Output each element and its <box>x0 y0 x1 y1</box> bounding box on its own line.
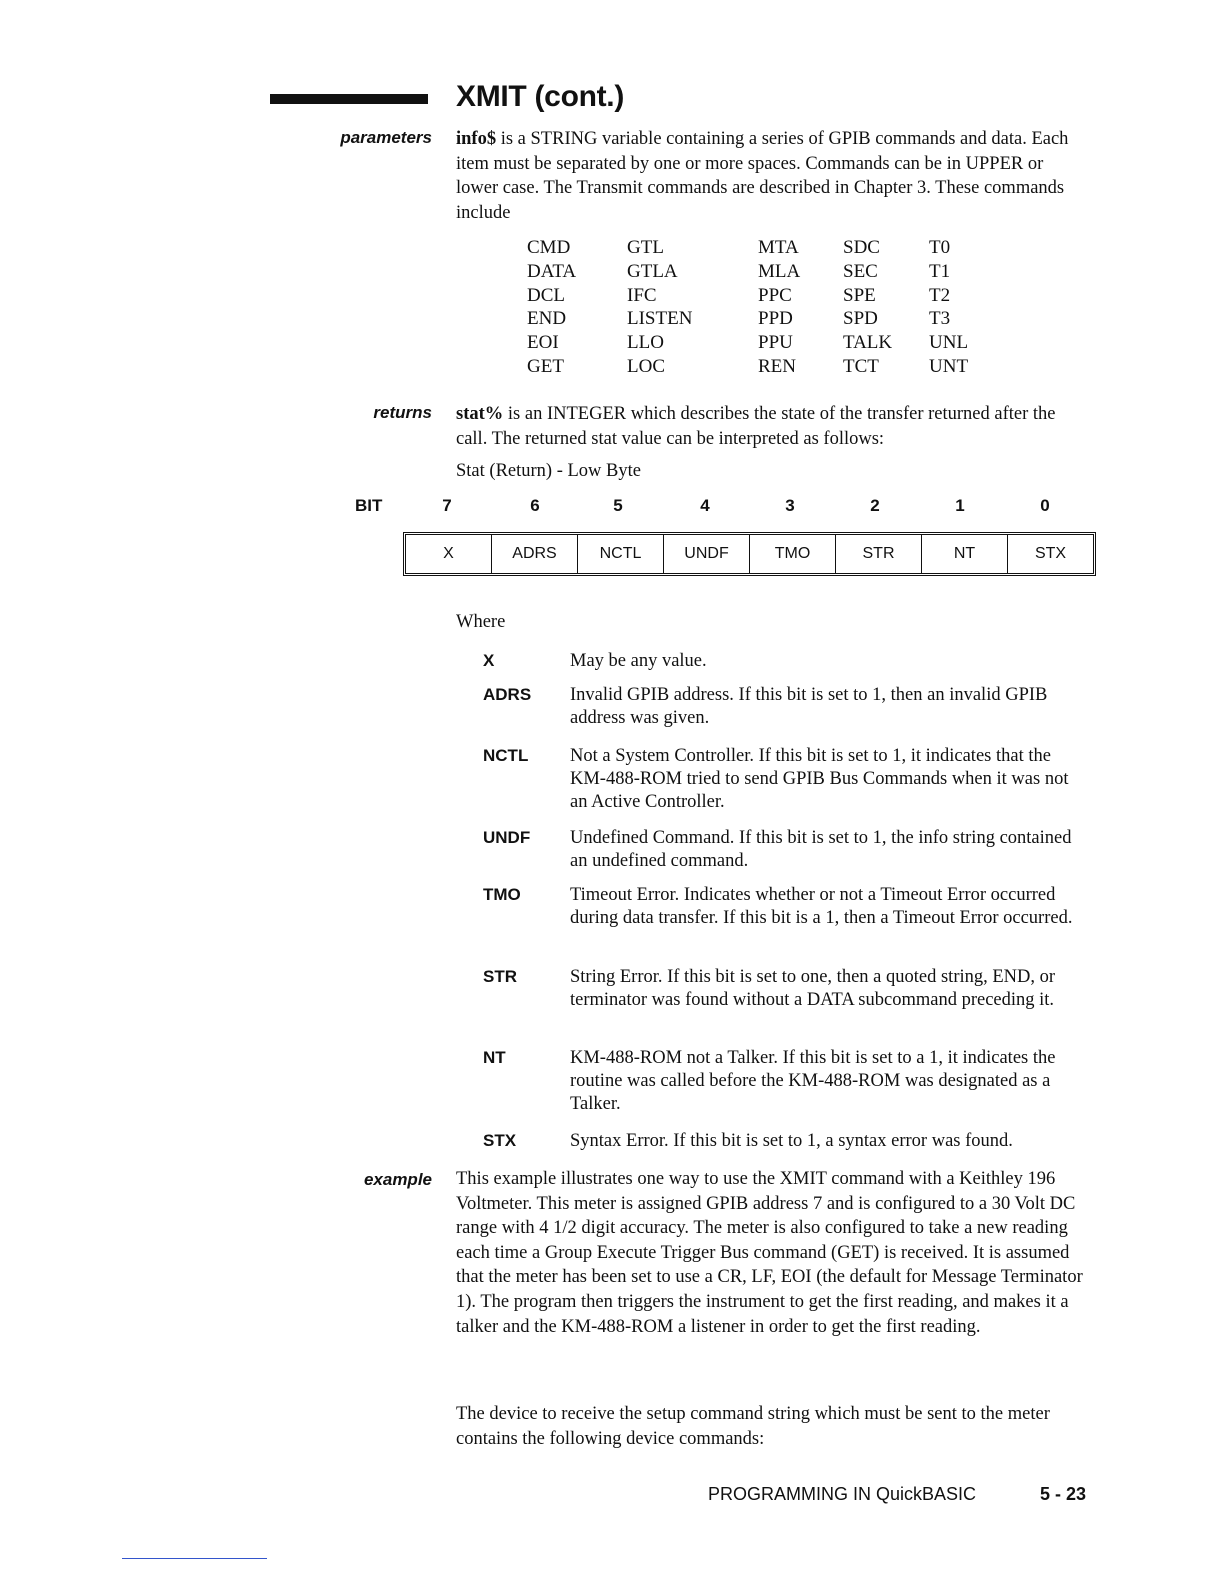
status-register <box>403 532 1096 576</box>
where-label: Where <box>456 612 506 632</box>
stat-title: Stat (Return) - Low Byte <box>456 461 641 481</box>
definition-term: UNDF <box>483 828 531 847</box>
bit-label: BIT <box>355 496 383 515</box>
command-name: GTL <box>627 237 664 258</box>
command-row <box>527 331 1009 355</box>
register-cell: ADRS <box>492 535 578 573</box>
parameters-text: is a STRING variable containing a series of GPIB commands and data. Each item must be separated by one or more spaces. Commands can be in UPPER or lower case. The Transmit commands are described in Chapter 3. These commands include <box>456 129 1069 223</box>
bit-number: 6 <box>530 496 540 515</box>
info-variable: info$ <box>456 129 497 149</box>
definition-description: Syntax Error. If this bit is set to 1, a syntax error was found. <box>570 1131 1013 1151</box>
definition-term: ADRS <box>483 685 532 704</box>
footer-section: PROGRAMMING IN QuickBASIC <box>708 1484 977 1504</box>
definition-description: Not a System Controller. If this bit is set to 1, it indicates that the KM-488-ROM tried to send GPIB Bus Commands when it was not an Active Controller. <box>570 746 1069 812</box>
command-name: LOC <box>627 355 665 377</box>
command-name: T0 <box>929 237 951 258</box>
command-name: SPE <box>843 284 876 306</box>
definition-term: STR <box>483 967 517 986</box>
command-name: PPD <box>758 308 793 330</box>
command-name: GTLA <box>627 260 678 282</box>
bit-number: 4 <box>700 496 710 515</box>
page-number: 5 - 23 <box>1040 1484 1087 1504</box>
command-name: TCT <box>843 355 879 377</box>
command-row <box>527 307 1009 331</box>
command-name: END <box>527 308 567 330</box>
command-name: UNT <box>929 355 969 377</box>
command-row <box>527 355 1009 379</box>
stat-variable: stat% <box>456 404 504 424</box>
returns-text: is an INTEGER which describes the state of the transfer returned after the call. The returned stat value can be interpreted as follows: <box>456 404 1056 449</box>
register-cell: NT <box>922 535 1008 573</box>
definition-term: NCTL <box>483 746 529 765</box>
bit-number: 1 <box>955 496 965 515</box>
command-name: DATA <box>527 260 577 282</box>
command-name: TALK <box>843 332 893 354</box>
definition-description: Invalid GPIB address. If this bit is set to 1, then an invalid GPIB address was given. <box>570 685 1048 728</box>
command-name: SDC <box>843 237 880 258</box>
command-name: LLO <box>627 332 664 354</box>
definition-term: NT <box>483 1048 506 1067</box>
command-row <box>527 236 1009 260</box>
command-table <box>527 236 1009 379</box>
definition-description: String Error. If this bit is set to one, then a quoted string, END, or terminator was found without a DATA subcommand preceding it. <box>570 967 1056 1010</box>
example-label: example <box>363 1170 432 1189</box>
parameters-paragraph <box>456 127 1086 225</box>
parameters-label: parameters <box>340 128 432 147</box>
footer-rule <box>122 1558 267 1559</box>
command-name: MTA <box>758 237 799 258</box>
command-name: DCL <box>527 284 565 306</box>
command-name: LISTEN <box>627 308 693 330</box>
example-paragraph-2: The device to receive the setup command string which must be sent to the meter contains the following device commands: <box>456 1404 1050 1449</box>
command-name: UNL <box>929 332 969 354</box>
bit-number: 5 <box>613 496 623 515</box>
command-name: MLA <box>758 260 801 282</box>
definition-description: Undefined Command. If this bit is set to 1, the info string contained an undefined command. <box>570 828 1072 871</box>
bit-number: 3 <box>785 496 795 515</box>
command-name: T2 <box>929 284 951 306</box>
register-cell: X <box>406 535 492 573</box>
command-row <box>527 260 1009 284</box>
definition-term: STX <box>483 1131 517 1150</box>
register-cell: TMO <box>750 535 836 573</box>
definition-term: X <box>483 651 495 670</box>
bit-number: 0 <box>1040 496 1050 515</box>
command-name: CMD <box>527 237 571 258</box>
command-name: GET <box>527 355 564 377</box>
command-name: REN <box>758 355 796 377</box>
bit-number: 2 <box>870 496 880 515</box>
command-name: EOI <box>527 332 559 354</box>
command-name: PPU <box>758 332 793 354</box>
register-cell: NCTL <box>578 535 664 573</box>
register-cell: UNDF <box>664 535 750 573</box>
register-cell: STX <box>1034 545 1067 562</box>
command-name: IFC <box>627 284 657 306</box>
page-title: XMIT (cont.) <box>456 80 625 113</box>
example-paragraph-1: This example illustrates one way to use the XMIT command with a Keithley 196 Voltmeter. This meter is assigned GPIB address 7 and is configured to a 30 Volt DC range with 4 1/2 digit accuracy. The meter is also configured to take a new reading each time a Group Execute Trigger Bus command (GET) is received. It is assumed that the meter has been set to use a CR, LF, EOI (the default for Message Terminator 1). The program then triggers the instrument to get the first reading, and makes it a talker and the KM-488-ROM a listener in order to get the first reading. <box>456 1169 1083 1337</box>
returns-label: returns <box>373 403 432 422</box>
command-name: SPD <box>843 308 878 330</box>
definition-description: Timeout Error. Indicates whether or not a Timeout Error occurred during data transfer. If this bit is a 1, then a Timeout Error occurred. <box>570 885 1073 928</box>
definition-description: KM-488-ROM not a Talker. If this bit is set to a 1, it indicates the routine was called before the KM-488-ROM was designated as a Talker. <box>570 1048 1056 1114</box>
definition-term: TMO <box>483 885 521 904</box>
bit-number: 7 <box>442 496 452 515</box>
header-rule <box>270 94 428 104</box>
command-name: T3 <box>929 308 951 330</box>
command-name: PPC <box>758 284 792 306</box>
returns-paragraph <box>456 402 1086 451</box>
definition-description: May be any value. <box>570 651 707 671</box>
command-name: T1 <box>929 260 951 282</box>
register-cell: STR <box>836 535 922 573</box>
command-name: SEC <box>843 260 878 282</box>
command-row <box>527 284 1009 308</box>
